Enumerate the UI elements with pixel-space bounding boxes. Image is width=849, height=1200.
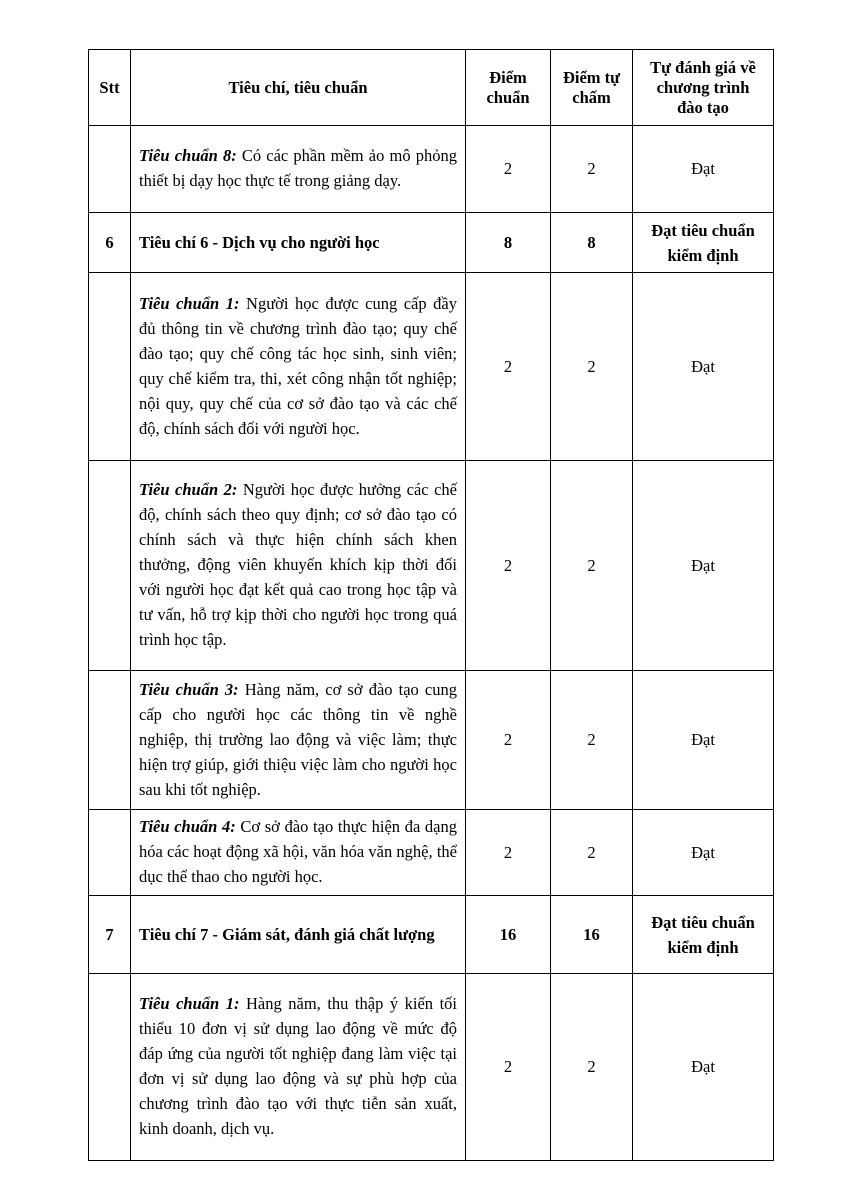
criterion-title: Tiêu chí 6 - Dịch vụ cho người học [131,213,466,273]
table-row [89,461,774,671]
standard-label: Tiêu chuẩn 1: [139,293,240,313]
criterion-title: Tiêu chí 7 - Giám sát, đánh giá chất lượng [131,896,466,974]
criterion-stt: 7 [89,896,131,974]
table-row [89,273,774,461]
evaluation-cell: Đạt [633,810,774,896]
header-standard-score: Điểm chuẩn [466,50,551,126]
standard-score-cell: 2 [466,273,551,461]
evaluation-cell: Đạt [633,273,774,461]
table-row [89,671,774,810]
standard-label: Tiêu chuẩn 8: [139,146,237,165]
header-stt: Stt [89,50,131,126]
self-score-cell: 2 [551,273,633,461]
standard-score-cell: 16 [466,896,551,974]
evaluation-cell: Đạt [633,461,774,671]
standard-score-cell: 2 [466,671,551,810]
standard-text [131,974,466,1161]
self-score-cell: 2 [551,974,633,1161]
criterion-row [89,896,774,974]
evaluation-cell: Đạt [633,671,774,810]
table-row [89,126,774,213]
header-criteria: Tiêu chí, tiêu chuẩn [131,50,466,126]
standard-description: Người học được hưởng các chế độ, chính sách theo quy định; cơ sở đào tạo có chính sách và thực hiện chính sách khen thưởng, động viên khuyến khích kịp thời đối với người học đạt kết quả cao trong học tập và tư vấn, hỗ trợ kịp thời cho người học trong quá trình học tập. [139,480,457,649]
standard-description: Cơ sở đào tạo thực hiện đa dạng hóa các hoạt động xã hội, văn hóa văn nghệ, thể dục thể thao cho người học. [139,817,457,886]
standard-text [131,810,466,896]
evaluation-cell: Đạt [633,974,774,1161]
standard-score-cell: 2 [466,810,551,896]
criteria-table [88,49,774,1161]
standard-text [131,461,466,671]
table-row [89,810,774,896]
standard-description: Có các phần mềm ảo mô phỏng thiết bị dạy học thực tế trong giảng dạy. [139,146,457,190]
criterion-row [89,213,774,273]
standard-text [131,273,466,461]
standard-description: Hàng năm, cơ sở đào tạo cung cấp cho người học các thông tin về nghề nghiệp, thị trường lao động và việc làm; thực hiện trợ giúp, giới thiệu việc làm cho người học sau khi tốt nghiệp. [139,679,457,799]
standard-description: Người học được cung cấp đầy đủ thông tin về chương trình đào tạo; quy chế đào tạo; quy chế công tác học sinh, sinh viên; quy chế kiểm tra, thi, xét công nhận tốt nghiệp; nội quy, quy chế của cơ sở đào tạo và các chế độ, chính sách đối với người học. [139,293,457,438]
standard-description: Hàng năm, thu thập ý kiến tối thiểu 10 đơn vị sử dụng lao động về mức độ đáp ứng của người tốt nghiệp đang làm việc tại đơn vị sử dụng lao động và sự phù hợp của chương trình đào tạo với thực tiễn sản xuất, kinh doanh, dịch vụ. [139,994,458,1138]
header-self-evaluation: Tự đánh giá về chương trình đào tạo [633,50,774,126]
header-self-score: Điểm tự chấm [551,50,633,126]
self-score-cell: 8 [551,213,633,273]
self-score-cell: 2 [551,126,633,213]
evaluation-cell: Đạt tiêu chuẩn kiểm định [633,896,774,974]
standard-text [131,126,466,213]
self-score-cell: 2 [551,671,633,810]
standard-score-cell: 2 [466,461,551,671]
standard-score-cell: 2 [466,126,551,213]
criterion-stt: 6 [89,213,131,273]
standard-label: Tiêu chuẩn 4: [139,817,236,836]
table-header-row [89,50,774,126]
self-score-cell: 2 [551,461,633,671]
self-score-cell: 16 [551,896,633,974]
standard-label: Tiêu chuẩn 3: [139,679,239,699]
evaluation-cell: Đạt [633,126,774,213]
table-row [89,974,774,1161]
self-score-cell: 2 [551,810,633,896]
standard-text [131,671,466,810]
standard-score-cell: 2 [466,974,551,1161]
evaluation-cell: Đạt tiêu chuẩn kiểm định [633,213,774,273]
standard-score-cell: 8 [466,213,551,273]
standard-label: Tiêu chuẩn 2: [139,480,238,499]
standard-label: Tiêu chuẩn 1: [139,994,240,1013]
